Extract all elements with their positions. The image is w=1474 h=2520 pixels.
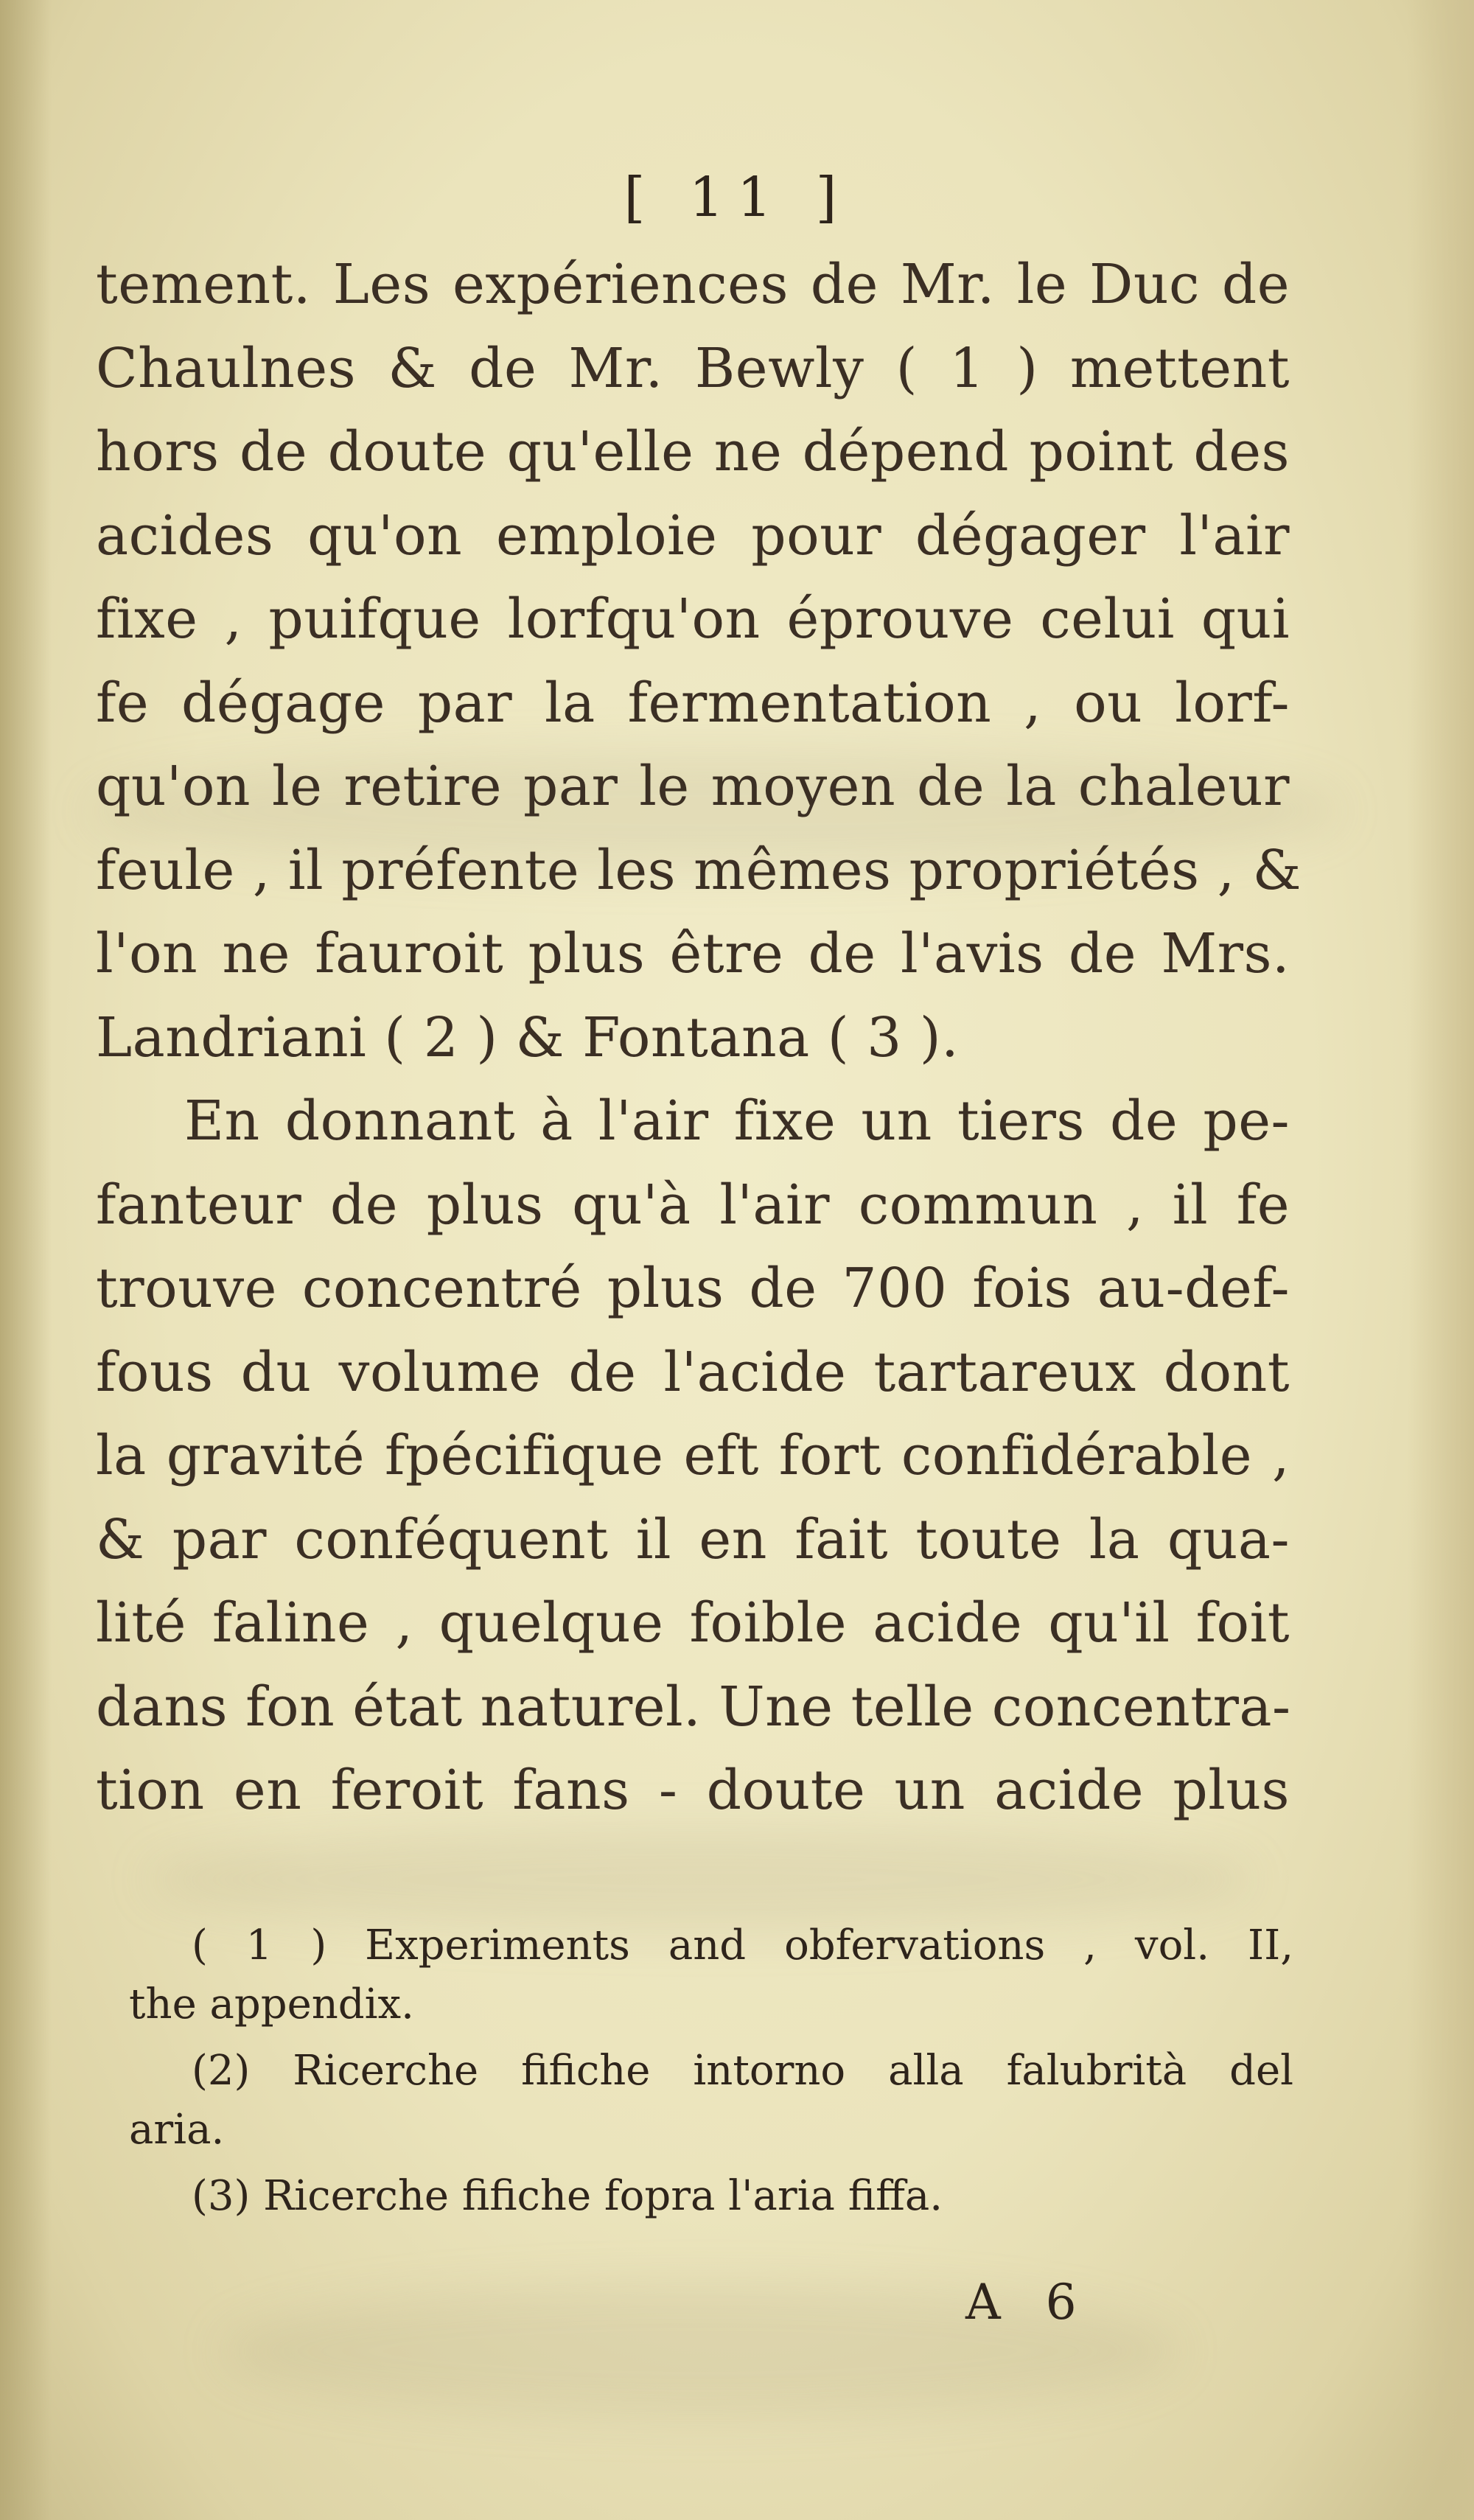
text-line: l'on ne fauroit plus être de l'avis de Mrs.	[96, 922, 1290, 985]
text-line: acides qu'on emploie pour dégager l'air	[96, 503, 1290, 568]
text-line: qu'on le retire par le moyen de la chaleur	[96, 755, 1290, 818]
text-line: Landriani ( 2 ) & Fontana ( 3 ).	[96, 1005, 960, 1069]
text-line: feule , il préfente les mêmes propriétés , &	[96, 838, 1302, 902]
text-line: lité faline , quelque foible acide qu'il foit	[96, 1591, 1290, 1655]
footnote-1: ( 1 ) Experiments and obfervations , vol. II,	[192, 1922, 1293, 1969]
page-number: [ 11 ]	[624, 166, 850, 229]
text-line: & par conféquent il en fait toute la qua-	[96, 1507, 1290, 1571]
footnote-3: (3) Ricerche fifiche fopra l'aria fiffa.	[192, 2172, 943, 2220]
text-line: fous du volume de l'acide tartareux dont	[96, 1340, 1290, 1404]
paragraph-start-line: En donnant à l'air fixe un tiers de pe-	[184, 1089, 1290, 1153]
text-line: Chaulnes & de Mr. Bewly ( 1 ) mettent	[96, 336, 1290, 400]
footnote-2-continuation: aria.	[129, 2106, 225, 2154]
text-line: tion en feroit fans - doute un acide plus	[96, 1759, 1290, 1822]
footnote-2: (2) Ricerche fifiche intorno alla falubrità del	[192, 2047, 1293, 2095]
text-line: la gravité fpécifique eft fort confidérable ,	[96, 1424, 1290, 1487]
signature-mark: A 6	[965, 2274, 1091, 2331]
text-line: fanteur de plus qu'à l'air commun , il fe	[96, 1173, 1290, 1237]
text-line: trouve concentré plus de 700 fois au-def-	[96, 1257, 1290, 1320]
main-text	[96, 243, 1302, 1833]
text-line: fixe , puifque lorfqu'on éprouve celui qui	[96, 587, 1290, 651]
text-line: fe dégage par la fermentation , ou lorf-	[96, 671, 1290, 735]
text-line: tement. Les expériences de Mr. le Duc de	[96, 253, 1290, 316]
footnote-1-continuation: the appendix.	[129, 1980, 414, 2028]
text-line: dans fon état naturel. Une telle concentra-	[96, 1675, 1291, 1739]
text-line: hors de doute qu'elle ne dépend point des	[96, 420, 1290, 484]
footnotes	[129, 1909, 1293, 2226]
